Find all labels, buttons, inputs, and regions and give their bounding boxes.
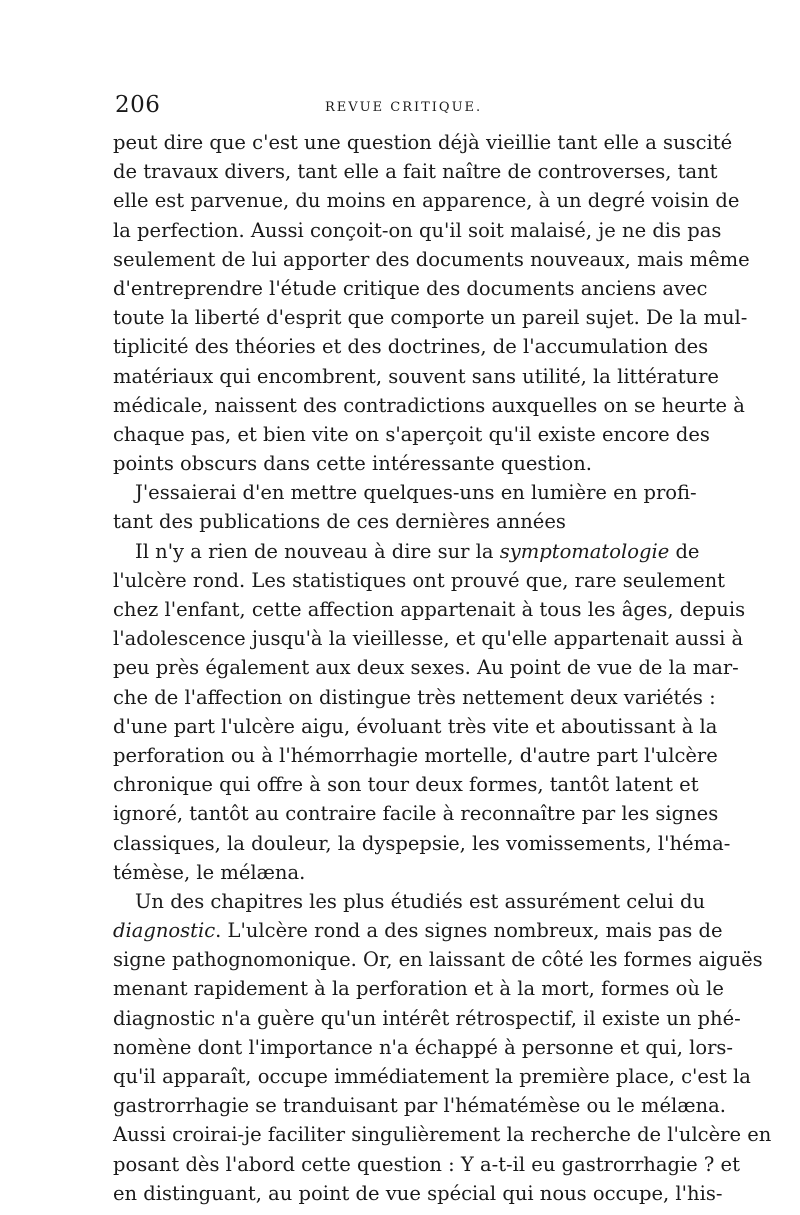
text-line: points obscurs dans cette intéressante question. [113, 452, 593, 476]
text-line: tant des publications de ces dernières années [113, 510, 566, 534]
text-line: qu'il apparaît, occupe immédiatement la première place, c'est la [113, 1065, 751, 1088]
text-line: l'adolescence jusqu'à la vieillesse, et qu'elle appartenait aussi à [113, 627, 744, 651]
text-line: tiplicité des théories et des doctrines, de l'accumulation des [113, 335, 709, 359]
text-line: peu près également aux deux sexes. Au point de vue de la mar- [113, 656, 739, 680]
text-line: J'essaierai d'en mettre quelques-uns en lumière en profi- [135, 481, 697, 505]
text-line [113, 537, 700, 566]
text-line: posant dès l'abord cette question : Y a-t-il eu gastrorrhagie ? et [113, 1152, 740, 1176]
text-line: menant rapidement à la perforation et à la mort, formes où le [113, 977, 724, 1001]
text-line: gastrorrhagie se tranduisant par l'hématémèse ou le mélæna. [113, 1094, 726, 1118]
text-line: témèse, le mélæna. [113, 860, 306, 884]
text-line: classiques, la douleur, la dyspepsie, les vomissements, l'héma- [113, 831, 731, 855]
text-run: de [669, 539, 700, 563]
text-run: . L'ulcère rond a des signes nombreux, mais pas de [215, 919, 723, 943]
text-line: toute la liberté d'esprit que comporte un pareil sujet. De la mul- [113, 306, 748, 330]
text-line: signe pathognomonique. Or, en laissant de côté les formes aiguës [113, 948, 763, 972]
italic-term: symptomatologie [499, 539, 670, 563]
text-line: d'entreprendre l'étude critique des documents anciens avec [113, 276, 708, 300]
page-number: 206 [115, 92, 161, 118]
text-line: elle est parvenue, du moins en apparence, à un degré voisin de [113, 189, 740, 213]
text-line: nomène dont l'importance n'a échappé à personne et qui, lors- [113, 1035, 734, 1059]
text-line: l'ulcère rond. Les statistiques ont prouvé que, rare seulement [113, 568, 726, 592]
text-line: médicale, naissent des contradictions auxquelles on se heurte à [113, 393, 745, 417]
text-line: Aussi croirai-je faciliter singulièrement la recherche de l'ulcère en [113, 1123, 772, 1147]
text-line: la perfection. Aussi conçoit-on qu'il soit malaisé, je ne dis pas [113, 218, 722, 242]
text-line: chronique qui offre à son tour deux formes, tantôt latent et [113, 773, 699, 797]
text-line: de travaux divers, tant elle a fait naître de controverses, tant [113, 160, 718, 184]
text-line: seulement de lui apporter des documents nouveaux, mais même [113, 247, 750, 271]
text-line: chez l'enfant, cette affection appartenait à tous les âges, depuis [113, 598, 746, 621]
text-line: chaque pas, et bien vite on s'aperçoit qu'il existe encore des [113, 422, 710, 446]
text-line [113, 916, 723, 945]
body-text [113, 128, 772, 1208]
text-line: diagnostic n'a guère qu'un intérêt rétrospectif, il existe un phé- [113, 1006, 741, 1030]
text-line: peut dire que c'est une question déjà vieillie tant elle a suscité [113, 131, 733, 154]
text-line: ignoré, tantôt au contraire facile à reconnaître par les signes [113, 802, 719, 826]
running-title: REVUE CRITIQUE. [325, 100, 483, 115]
text-line: en distinguant, au point de vue spécial qui nous occupe, l'his- [113, 1181, 723, 1205]
text-line: che de l'affection on distingue très nettement deux variétés : [113, 685, 716, 709]
text-run: Il n'y a rien de nouveau à dire sur la [135, 539, 500, 563]
text-line: Un des chapitres les plus étudiés est assurément celui du [135, 889, 706, 913]
text-line: d'une part l'ulcère aigu, évoluant très vite et aboutissant à la [113, 714, 718, 738]
italic-term: diagnostic [113, 919, 216, 943]
page-header [115, 92, 685, 126]
text-line: perforation ou à l'hémorrhagie mortelle, d'autre part l'ulcère [113, 743, 718, 767]
text-line: matériaux qui encombrent, souvent sans utilité, la littérature [113, 364, 719, 388]
